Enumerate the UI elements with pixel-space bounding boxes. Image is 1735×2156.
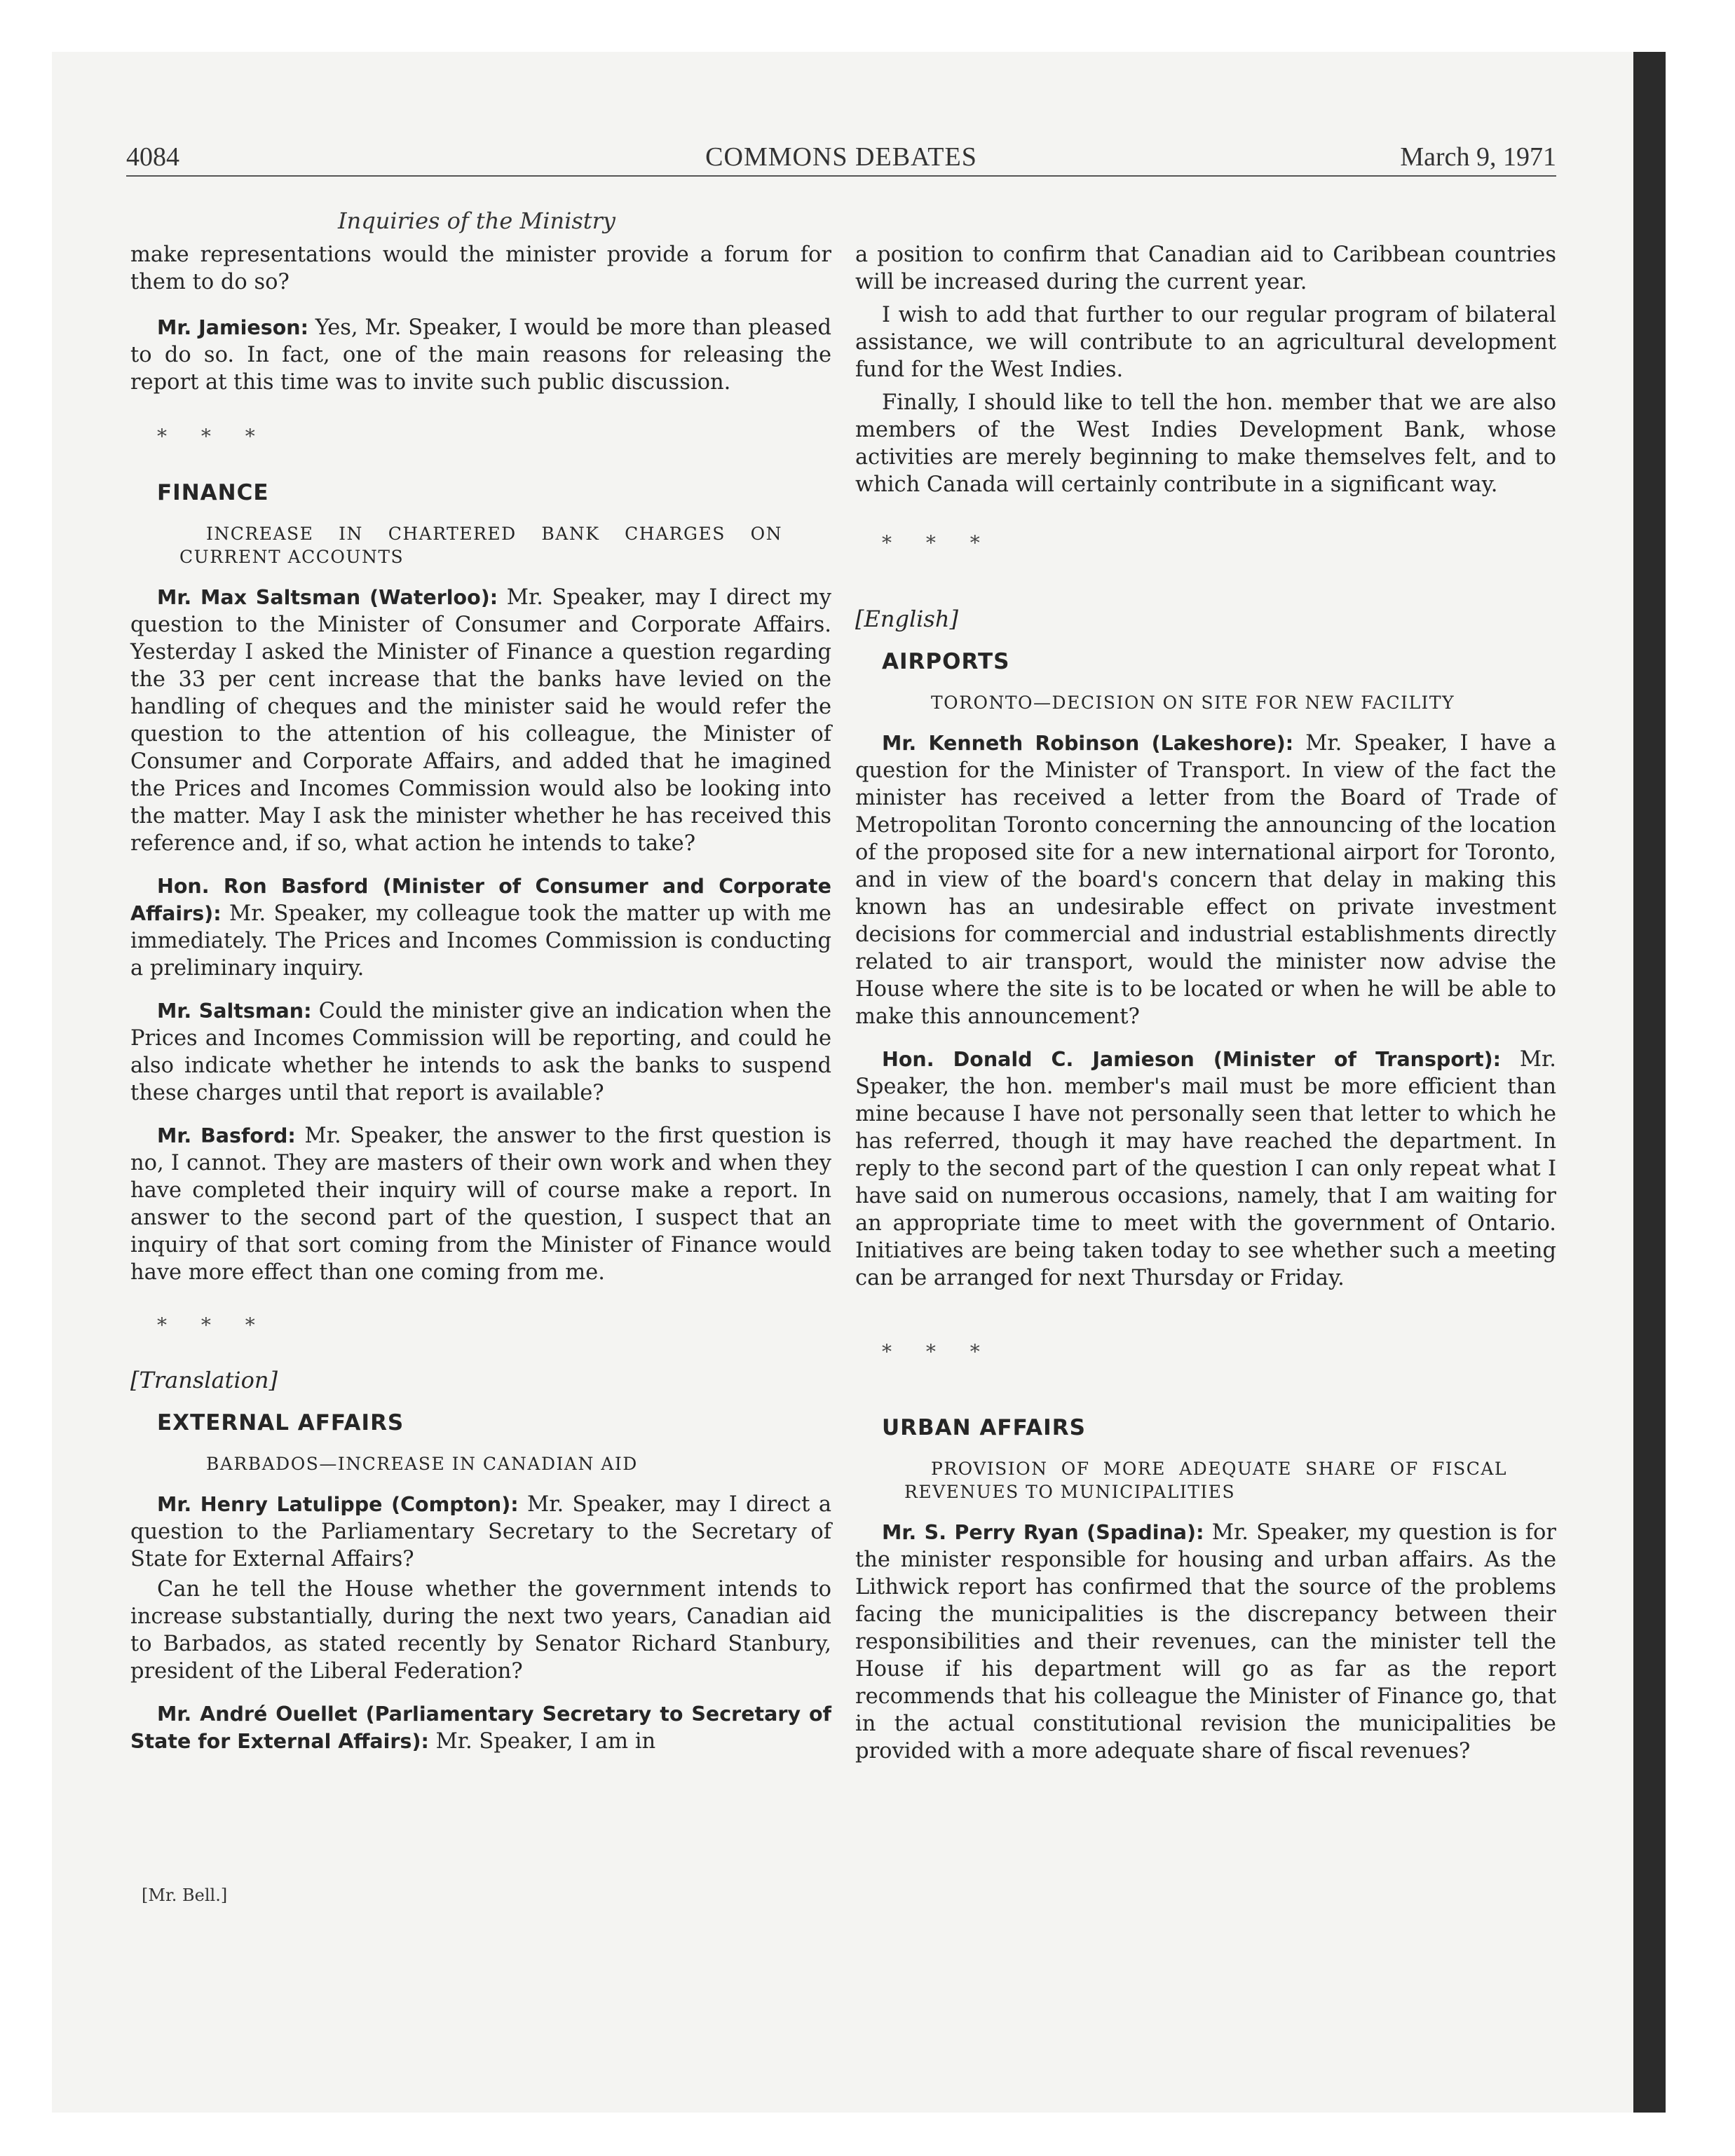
- language-label: [English]: [855, 606, 958, 632]
- left-column: [130, 241, 831, 1770]
- section-heading-external-affairs: EXTERNAL AFFAIRS: [157, 1410, 404, 1435]
- speaker-name: Mr. André Ouellet (Parliamentary Secretary to Secretary of State for External Affairs):: [130, 1703, 831, 1753]
- speaker-name: Mr. Basford:: [157, 1124, 296, 1147]
- page-header: [126, 140, 1556, 177]
- paragraph: [130, 314, 831, 396]
- paragraph: [855, 1046, 1556, 1292]
- subheading: BARBADOS—INCREASE IN CANADIAN AID: [206, 1454, 638, 1474]
- section-divider: * * *: [157, 425, 269, 448]
- speech-text: Mr. Speaker, the answer to the first question is no, I cannot. They are masters of their own work and when they have completed their inquiry will of course make a report. In answer to the second part of the question, I suspect that an inquiry of that sort coming from the Minister of Finance would have more effect than one coming from me.: [130, 1124, 831, 1285]
- speaker-name: Hon. Ron Basford (Minister of Consumer and Corporate Affairs):: [130, 875, 831, 925]
- paragraph: [130, 584, 831, 857]
- speech-text: Mr. Speaker, my question is for the minister responsible for housing and urban affairs. As the Lithwick report has confirmed that the source of the problems facing the municipalities is the discrepancy between their responsibilities and their revenues, can the minister tell the House if his department will go as far as the report recommends that his colleague the Minister of Finance go, that in the actual constitutional revision the municipalities be provided with a more adequate share of fiscal revenues?: [855, 1520, 1556, 1763]
- page-date: March 9, 1971: [1400, 142, 1556, 172]
- speech-text: Mr. Speaker, my colleague took the matter up with me immediately. The Prices and Incomes Commission is conducting a preliminary inquiry.: [130, 901, 831, 981]
- language-label: [Translation]: [130, 1367, 278, 1393]
- speech-text: Mr. Speaker, may I direct a question to the Parliamentary Secretary to the Secretary of State for External Affairs?: [130, 1492, 831, 1571]
- speech-text: Mr. Speaker, the hon. member's mail must be more efficient than mine because I have not personally seen that letter to which he has referred, though it may have reached the department. In reply to the second part of the question I can only repeat what I have said on numerous occasions, namely, that I am waiting for an appropriate time to meet with the government of Ontario. Initiatives are being taken today to see whether such a meeting can be arranged for next Thursday or Friday.: [855, 1047, 1556, 1290]
- paragraph: [855, 730, 1556, 1030]
- paragraph: [130, 1491, 831, 1573]
- section-divider: * * *: [882, 1340, 994, 1363]
- speech-text: Mr. Speaker, I have a question for the Minister of Transport. In view of the fact the minister has received a letter from the Board of Trade of Metropolitan Toronto concerning the announcing of the location of the proposed site for a new international airport for Toronto, and in view of the board's concern that delay in making this known has an undesirable effect on private investment decisions for commercial and industrial establishments directly related to air transport, would the minister now advise the House where the site is to be located or when he will be able to make this announcement?: [855, 731, 1556, 1029]
- footnote: [Mr. Bell.]: [142, 1885, 228, 1905]
- section-divider: * * *: [882, 531, 994, 554]
- paragraph: [130, 1700, 831, 1755]
- page-binding-edge: [1633, 52, 1666, 2113]
- section-heading-finance: FINANCE: [157, 480, 269, 505]
- paragraph: [130, 873, 831, 982]
- speech-text: Mr. Speaker, may I direct my question to the Minister of Consumer and Corporate Affairs. Yesterday I asked the Minister of Finance a question regarding the 33 per cent increase that the banks have levied on the handling of cheques and the minister said he would refer the question to the attention of his colleague, the Minister of Consumer and Corporate Affairs, and added that he imagined the Prices and Incomes Commission would also be looking into the matter. May I ask the minister whether he has received this reference and, if so, what action he intends to take?: [130, 585, 831, 856]
- paragraph: Finally, I should like to tell the hon. member that we are also members of the West Indies Development Bank, whose activities are merely beginning to make themselves felt, and to which Canada will certainly contribute in a significant way.: [855, 390, 1556, 497]
- speaker-name: Mr. Saltsman:: [157, 999, 312, 1023]
- section-heading-urban-affairs: URBAN AFFAIRS: [882, 1415, 1086, 1440]
- paragraph: [855, 1519, 1556, 1765]
- paragraph: [130, 1122, 831, 1286]
- speaker-name: Mr. Jamieson:: [157, 316, 308, 339]
- speaker-name: Mr. Max Saltsman (Waterloo):: [157, 586, 498, 609]
- speech-text: Yes, Mr. Speaker, I would be more than pleased to do so. In fact, one of the main reasons for releasing the report at this time was to invite such public discussion.: [130, 315, 832, 395]
- paragraph: I wish to add that further to our regular program of bilateral assistance, we will contribute to an agricultural development fund for the West Indies.: [855, 303, 1556, 382]
- section-heading-airports: AIRPORTS: [882, 649, 1010, 674]
- speech-text: Mr. Speaker, I am in: [428, 1729, 656, 1754]
- speaker-name: Hon. Donald C. Jamieson (Minister of Transport):: [882, 1048, 1502, 1071]
- running-head: Inquiries of the Ministry: [338, 207, 615, 234]
- speaker-name: Mr. Henry Latulippe (Compton):: [157, 1493, 519, 1516]
- subheading: PROVISION OF MORE ADEQUATE SHARE OF FISCAL REVENUES TO MUNICIPALITIES: [904, 1459, 1507, 1502]
- paragraph: Can he tell the House whether the government intends to increase substantially, during the next two years, Canadian aid to Barbados, as stated recently by Senator Richard Stanbury, president of the Liberal Federation?: [130, 1577, 831, 1684]
- subheading: TORONTO—DECISION ON SITE FOR NEW FACILITY: [931, 692, 1455, 713]
- paragraph: a position to confirm that Canadian aid to Caribbean countries will be increased during the current year.: [855, 243, 1556, 294]
- publication-title: COMMONS DEBATES: [705, 142, 977, 172]
- paragraph: make representations would the minister provide a forum for them to do so?: [130, 243, 831, 294]
- page-number: 4084: [126, 142, 179, 172]
- speaker-name: Mr. Kenneth Robinson (Lakeshore):: [882, 732, 1294, 755]
- speaker-name: Mr. S. Perry Ryan (Spadina):: [882, 1521, 1204, 1544]
- subheading: INCREASE IN CHARTERED BANK CHARGES ON CURRENT ACCOUNTS: [179, 524, 782, 567]
- right-column: [855, 241, 1556, 1780]
- section-divider: * * *: [157, 1314, 269, 1337]
- speech-text: Could the minister give an indication when the Prices and Incomes Commission will be reporting, and could he also indicate whether he intends to ask the banks to suspend these charges until that report is available?: [130, 999, 831, 1105]
- paragraph: [130, 997, 831, 1107]
